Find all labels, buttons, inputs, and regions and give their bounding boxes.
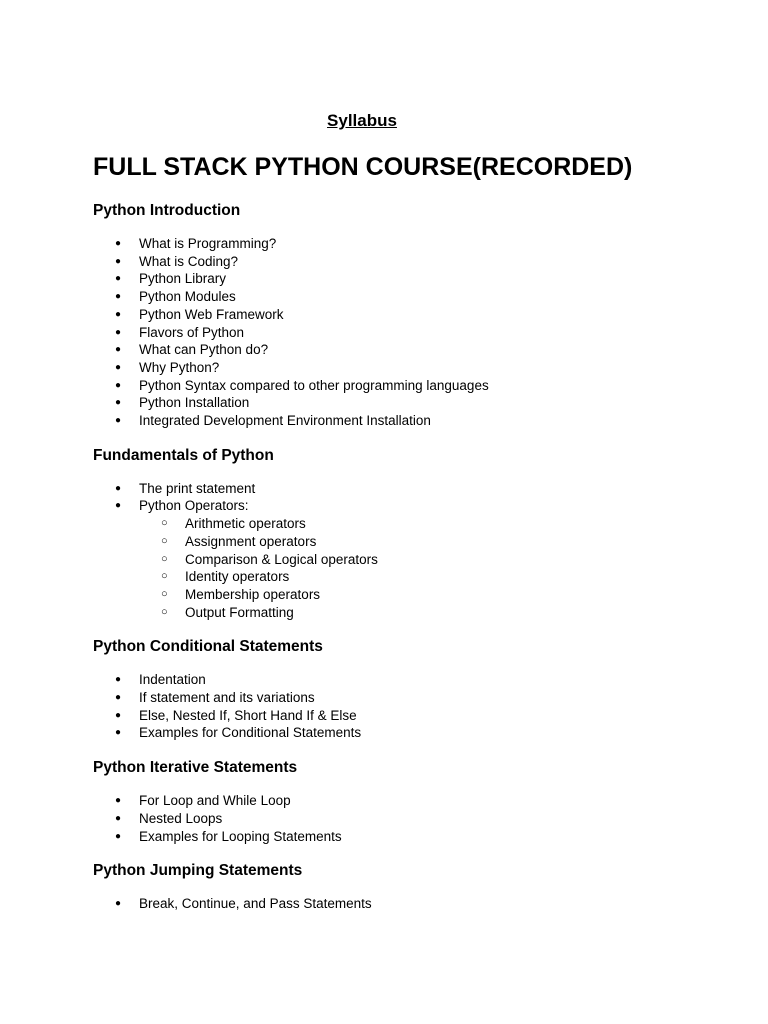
- sub-list-item: ○ Assignment operators: [139, 533, 733, 551]
- syllabus-section: [93, 446, 733, 622]
- list-item-text: What can Python do?: [139, 342, 269, 358]
- list-item-text: The print statement: [139, 480, 256, 496]
- list-item-text: Examples for Looping Statements: [139, 828, 342, 844]
- list-item: [93, 480, 733, 498]
- list-item-text: Python Operators:: [139, 498, 249, 514]
- sub-list-item: ○ Output Formatting: [139, 604, 733, 622]
- syllabus-heading: Syllabus: [327, 111, 397, 130]
- list-item-text: Indentation: [139, 672, 206, 688]
- list-item-text: Break, Continue, and Pass Statements: [139, 896, 372, 912]
- sub-bullet-list: [139, 515, 733, 621]
- list-item-text: Python Syntax compared to other programming languages: [139, 377, 489, 393]
- syllabus-section: [93, 637, 733, 742]
- list-item: [93, 394, 733, 412]
- list-item-text: Python Installation: [139, 395, 250, 411]
- list-item: [93, 324, 733, 342]
- bullet-list: [93, 235, 733, 430]
- sub-list-item: ○ Arithmetic operators: [139, 515, 733, 533]
- syllabus-section: [93, 201, 733, 430]
- list-item-text: Else, Nested If, Short Hand If & Else: [139, 707, 357, 723]
- bullet-list: [93, 895, 733, 913]
- section-heading: Python Introduction: [93, 202, 241, 219]
- list-item: [93, 497, 733, 515]
- list-item-text: Python Modules: [139, 289, 236, 305]
- list-item: [93, 828, 733, 846]
- syllabus-section: [93, 758, 733, 845]
- list-item: [93, 810, 733, 828]
- list-item: [93, 235, 733, 253]
- list-item: [93, 306, 733, 324]
- section-heading: Python Iterative Statements: [93, 759, 298, 777]
- sub-list-item: ○ Comparison & Logical operators: [139, 551, 733, 569]
- list-item-text: Nested Loops: [139, 810, 223, 826]
- list-item-text: Python Web Framework: [139, 306, 284, 322]
- list-item-text: If statement and its variations: [139, 690, 315, 706]
- list-item: [93, 253, 733, 271]
- sublist-container: [93, 515, 733, 621]
- bullet-list: [93, 792, 733, 845]
- list-item-text: Examples for Conditional Statements: [139, 725, 362, 741]
- section-heading: Python Jumping Statements: [93, 862, 303, 880]
- list-item-text: Integrated Development Environment Installation: [139, 413, 431, 429]
- course-title: FULL STACK PYTHON COURSE(RECORDED): [93, 153, 633, 181]
- list-item: [93, 270, 733, 288]
- list-item-text: What is Coding?: [139, 253, 239, 269]
- bullet-list: [93, 671, 733, 742]
- sub-list-item: ○ Membership operators: [139, 586, 733, 604]
- list-item: [93, 359, 733, 377]
- syllabus-sections: [93, 201, 733, 929]
- list-item: [93, 707, 733, 725]
- list-item-text: Python Library: [139, 271, 227, 287]
- list-item: [93, 288, 733, 306]
- syllabus-section: [93, 861, 733, 913]
- list-item: [93, 724, 733, 742]
- sub-list-item: ○ Identity operators: [139, 568, 733, 586]
- list-item: [93, 671, 733, 689]
- section-heading: Fundamentals of Python: [93, 446, 274, 464]
- list-item-text: Why Python?: [139, 359, 220, 375]
- list-item: [93, 377, 733, 395]
- list-item: [93, 792, 733, 810]
- list-item: [93, 412, 733, 430]
- list-item: [93, 341, 733, 359]
- list-item-text: For Loop and While Loop: [139, 793, 291, 809]
- list-item: [93, 689, 733, 707]
- list-item: [93, 895, 733, 913]
- bullet-list: [93, 480, 733, 622]
- section-heading: Python Conditional Statements: [93, 638, 323, 656]
- list-item-text: What is Programming?: [139, 236, 277, 251]
- list-item-text: Flavors of Python: [139, 324, 245, 340]
